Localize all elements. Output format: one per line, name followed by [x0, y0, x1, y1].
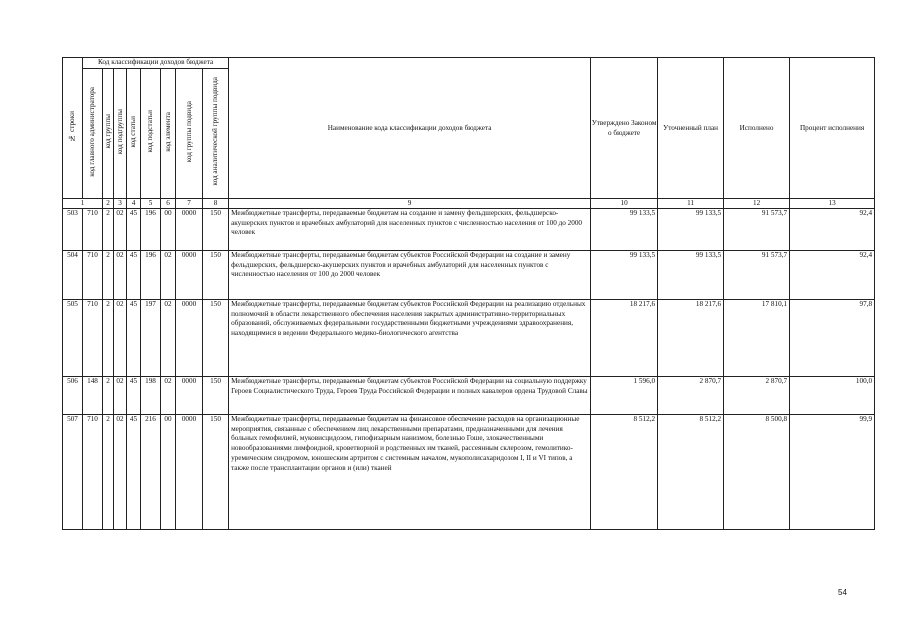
header-executed: Исполнено: [724, 58, 790, 199]
cell-row-number: 505: [63, 299, 83, 376]
table-row: [63, 376, 875, 414]
cell-element-code: 00: [161, 414, 176, 529]
cell-admin-code: 148: [83, 376, 103, 414]
cell-executed: 2 870,7: [724, 376, 790, 414]
cell-approved: 1 596,0: [591, 376, 658, 414]
column-number: 6: [161, 198, 176, 208]
cell-name: Межбюджетные трансферты, передаваемые бюджетам субъектов Российской Федерации на социальную поддержку Героев Социалистического Труда, Героев Труда Российской Федерации и полных кавалеров ордена Трудовой Славы: [229, 376, 591, 414]
header-row-number: [63, 58, 83, 199]
header-code-analytic-group: [203, 68, 229, 198]
cell-percent: 92,4: [790, 208, 875, 250]
cell-admin-code: 710: [83, 299, 103, 376]
cell-subarticle-code: 216: [141, 414, 161, 529]
column-number: 10: [591, 198, 658, 208]
column-number: 1: [63, 198, 103, 208]
cell-subarticle-code: 198: [141, 376, 161, 414]
cell-name: Межбюджетные трансферты, передаваемые бюджетам на финансовое обеспечение расходов на организационные мероприятия, связанные с обеспечением лиц лекарственными препаратами, предназначенными для лечения больных гемофилией, муковисцидозом, гипофизарным нанизмом, болезнью Гоше, злокачественными новообразованиями лимфоидной, кроветворной и родственных им тканей, рассеянным склерозом, гемолитико-уремическим синдромом, юношеским артритом с системным началом, мукополисахаридозом I, II и VI типов, а также после трансплантации органов и (или) тканей: [229, 414, 591, 529]
cell-approved: 99 133,5: [591, 250, 658, 299]
header-code-article: [127, 68, 141, 198]
cell-subtype-code: 0000: [176, 250, 203, 299]
header-code-group-text: код группы: [103, 114, 112, 149]
header-code-subtype-group-text: код группы подвида: [184, 100, 193, 163]
column-number: 12: [724, 198, 790, 208]
header-code-subgroup: [114, 68, 127, 198]
header-code-subarticle-text: код подстатьи: [146, 110, 155, 153]
cell-subgroup-code: 02: [114, 376, 127, 414]
cell-plan: 99 133,5: [658, 250, 724, 299]
cell-row-number: 507: [63, 414, 83, 529]
cell-subtype-code: 0000: [176, 208, 203, 250]
cell-name: Межбюджетные трансферты, передаваемые бюджетам субъектов Российской Федерации на создание и замену фельдшерских, фельдшерско-акушерских пунктов и врачебных амбулаторий для населенных пунктов с численностью населения от 100 до 2000 человек: [229, 250, 591, 299]
cell-plan: 2 870,7: [658, 376, 724, 414]
column-number: 2: [103, 198, 114, 208]
cell-name: Межбюджетные трансферты, передаваемые бюджетам на создание и замену фельдшерских, фельдшерско-акушерских пунктов и врачебных амбулаторий для населенных пунктов с численностью населения от 100 до 2000 человек: [229, 208, 591, 250]
header-code-element: [161, 68, 176, 198]
cell-plan: 8 512,2: [658, 414, 724, 529]
header-row-1: [63, 58, 875, 69]
cell-subtype-code: 0000: [176, 376, 203, 414]
column-number: 9: [229, 198, 591, 208]
cell-plan: 99 133,5: [658, 208, 724, 250]
cell-plan: 18 217,6: [658, 299, 724, 376]
header-code-element-text: код элемента: [163, 111, 172, 152]
cell-row-number: 504: [63, 250, 83, 299]
table-row: [63, 208, 875, 250]
cell-admin-code: 710: [83, 208, 103, 250]
cell-approved: 18 217,6: [591, 299, 658, 376]
cell-name: Межбюджетные трансферты, передаваемые бюджетам субъектов Российской Федерации на реализацию отдельных полномочий в области лекарственного обеспечения населения закрытых административно-территориальных образований, обслуживаемых федеральными государственными бюджетными учреждениями здравоохранения, находящимися в ведении Федерального медико-биологического агентства: [229, 299, 591, 376]
header-approved: Утверждено Законом о бюджете: [591, 58, 658, 199]
cell-subtype-code: 0000: [176, 299, 203, 376]
cell-element-code: 02: [161, 299, 176, 376]
cell-executed: 8 500,8: [724, 414, 790, 529]
header-code-subgroup-text: код подгруппы: [115, 108, 124, 155]
header-code-analytic-group-text: код аналитической группы подвида: [211, 77, 220, 186]
cell-analytic-code: 150: [203, 414, 229, 529]
cell-article-code: 45: [127, 208, 141, 250]
cell-subgroup-code: 02: [114, 250, 127, 299]
column-number: 8: [203, 198, 229, 208]
cell-subarticle-code: 196: [141, 208, 161, 250]
header-code-subarticle: [141, 68, 161, 198]
cell-group-code: 2: [103, 299, 114, 376]
cell-group-code: 2: [103, 250, 114, 299]
cell-subtype-code: 0000: [176, 414, 203, 529]
cell-element-code: 00: [161, 208, 176, 250]
cell-percent: 92,4: [790, 250, 875, 299]
cell-admin-code: 710: [83, 250, 103, 299]
cell-article-code: 45: [127, 414, 141, 529]
cell-element-code: 02: [161, 376, 176, 414]
table-row: [63, 414, 875, 529]
cell-approved: 99 133,5: [591, 208, 658, 250]
cell-percent: 100,0: [790, 376, 875, 414]
header-row-number-text: № строки: [68, 110, 77, 142]
cell-article-code: 45: [127, 376, 141, 414]
cell-subarticle-code: 196: [141, 250, 161, 299]
cell-article-code: 45: [127, 299, 141, 376]
cell-approved: 8 512,2: [591, 414, 658, 529]
cell-executed: 17 810,1: [724, 299, 790, 376]
cell-subgroup-code: 02: [114, 414, 127, 529]
cell-percent: 97,8: [790, 299, 875, 376]
header-code-subtype-group: [176, 68, 203, 198]
cell-analytic-code: 150: [203, 299, 229, 376]
cell-subarticle-code: 197: [141, 299, 161, 376]
cell-analytic-code: 150: [203, 250, 229, 299]
header-code-admin-text: код главного администратора: [88, 86, 97, 177]
cell-percent: 99,9: [790, 414, 875, 529]
column-number: 4: [127, 198, 141, 208]
header-code-admin: [83, 68, 103, 198]
header-plan: Уточненный план: [658, 58, 724, 199]
cell-group-code: 2: [103, 208, 114, 250]
cell-row-number: 503: [63, 208, 83, 250]
cell-subgroup-code: 02: [114, 208, 127, 250]
header-code-group-col: [103, 68, 114, 198]
page-number: 54: [838, 588, 847, 597]
cell-row-number: 506: [63, 376, 83, 414]
cell-article-code: 45: [127, 250, 141, 299]
cell-admin-code: 710: [83, 414, 103, 529]
cell-group-code: 2: [103, 414, 114, 529]
cell-analytic-code: 150: [203, 376, 229, 414]
header-percent: Процент исполнения: [790, 58, 875, 199]
column-number: 7: [176, 198, 203, 208]
column-number: 11: [658, 198, 724, 208]
header-code-article-text: код статьи: [129, 115, 138, 148]
cell-element-code: 02: [161, 250, 176, 299]
cell-analytic-code: 150: [203, 208, 229, 250]
header-code-group: Код классификации доходов бюджета: [83, 58, 229, 69]
budget-revenue-table: [62, 57, 875, 530]
header-name: Наименование кода классификации доходов бюджета: [229, 58, 591, 199]
column-number: 5: [141, 198, 161, 208]
cell-executed: 91 573,7: [724, 208, 790, 250]
table-row: [63, 299, 875, 376]
cell-group-code: 2: [103, 376, 114, 414]
cell-subgroup-code: 02: [114, 299, 127, 376]
column-number: 13: [790, 198, 875, 208]
cell-executed: 91 573,7: [724, 250, 790, 299]
column-number: 3: [114, 198, 127, 208]
column-number-row: [63, 198, 875, 208]
table-row: [63, 250, 875, 299]
